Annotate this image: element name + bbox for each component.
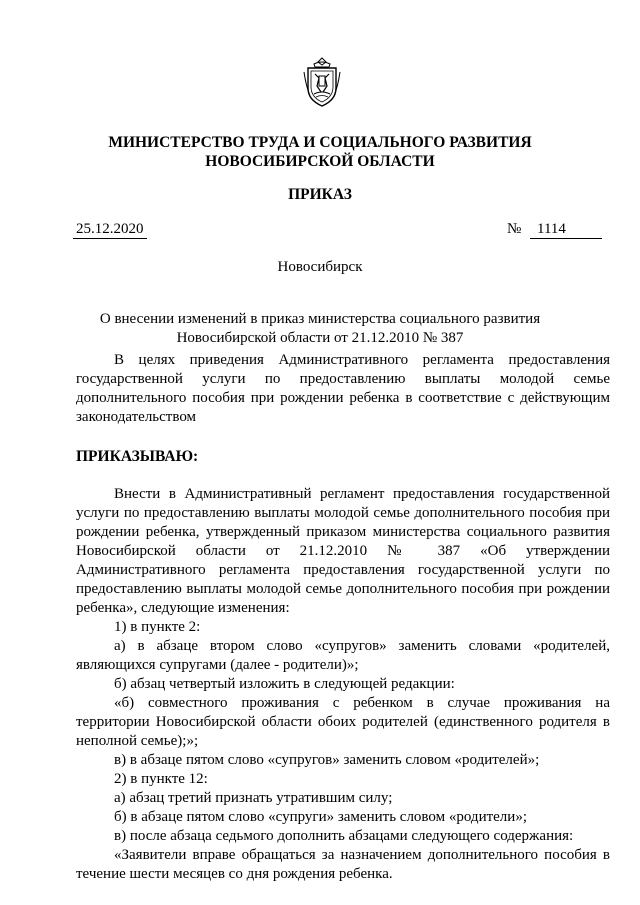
subject-line: О внесении изменений в приказ министерства социального развития (99, 311, 541, 327)
body-line: являющихся супругами (далее - родители)»; (76, 657, 359, 673)
body-line: территории Новосибирской области обоих родителей (единственного родителя в (76, 714, 610, 730)
number-underline (530, 238, 602, 239)
body-line: «б) совместного проживания с ребенком в случае проживания на (114, 695, 610, 711)
body-line: течение шести месяцев со дня рождения ребенка. (76, 866, 393, 882)
document-number: 1114 (537, 221, 566, 237)
ministry-name-line1: МИНИСТЕРСТВО ТРУДА И СОЦИАЛЬНОГО РАЗВИТИЯ (108, 134, 532, 151)
document-type: ПРИКАЗ (288, 186, 352, 203)
order-body (76, 485, 610, 884)
ministry-name-line2: НОВОСИБИРСКОЙ ОБЛАСТИ (205, 153, 435, 170)
body-line: Административного регламента предоставления государственной услуги по (76, 562, 610, 578)
body-line: Внести в Административный регламент предоставления государственной (114, 486, 610, 502)
body-line: б) в абзаце пятом слово «супруги» заменить словом «родители»; (114, 809, 527, 825)
document-date: 25.12.2020 (76, 221, 144, 237)
preamble-line: законодательством (76, 409, 197, 425)
body-line: а) в абзаце втором слово «супругов» заменить словами «родителей, (114, 638, 610, 654)
body-line: «Заявители вправе обращаться за назначением дополнительного пособия в (114, 847, 610, 863)
body-line: ребенка», следующие изменения: (76, 600, 290, 616)
body-line: Новосибирской области от 21.12.2010 № 387 «Об утверждении (76, 543, 610, 559)
body-line: 2) в пункте 12: (114, 771, 208, 787)
subject-line: Новосибирской области от 21.12.2010 № 387 (176, 330, 464, 346)
document-subject (0, 310, 640, 348)
order-heading: ПРИКАЗЫВАЮ: (76, 448, 199, 465)
body-line: 1) в пункте 2: (114, 619, 201, 635)
body-line: неполной семье);»; (76, 733, 199, 749)
body-line: а) абзац третий признать утратившим силу; (114, 790, 393, 806)
coat-of-arms-icon (302, 56, 342, 108)
body-line: в) в абзаце пятом слово «супругов» заменить словом «родителей»; (114, 752, 540, 768)
body-line: б) абзац четвертый изложить в следующей редакции: (114, 676, 455, 692)
preamble (76, 351, 610, 427)
date-underline (73, 238, 147, 239)
preamble-line: дополнительного пособия при рождении ребенка в соответствие с действующим (76, 390, 610, 406)
body-line: рождении ребенка, утвержденный приказом министерства социального развития (76, 524, 610, 540)
city-name: Новосибирск (277, 259, 363, 275)
body-line: услуги по предоставлению выплаты молодой семье дополнительного пособия при (76, 505, 610, 521)
preamble-line: В целях приведения Административного регламента предоставления (114, 352, 610, 368)
preamble-line: государственной услуги по предоставлению выплаты молодой семье (76, 371, 610, 387)
number-sign: № (507, 221, 522, 237)
body-line: в) после абзаца седьмого дополнить абзацами следующего содержания: (114, 828, 574, 844)
body-line: предоставлению выплаты молодой семье дополнительного пособия при рождении (76, 581, 610, 597)
